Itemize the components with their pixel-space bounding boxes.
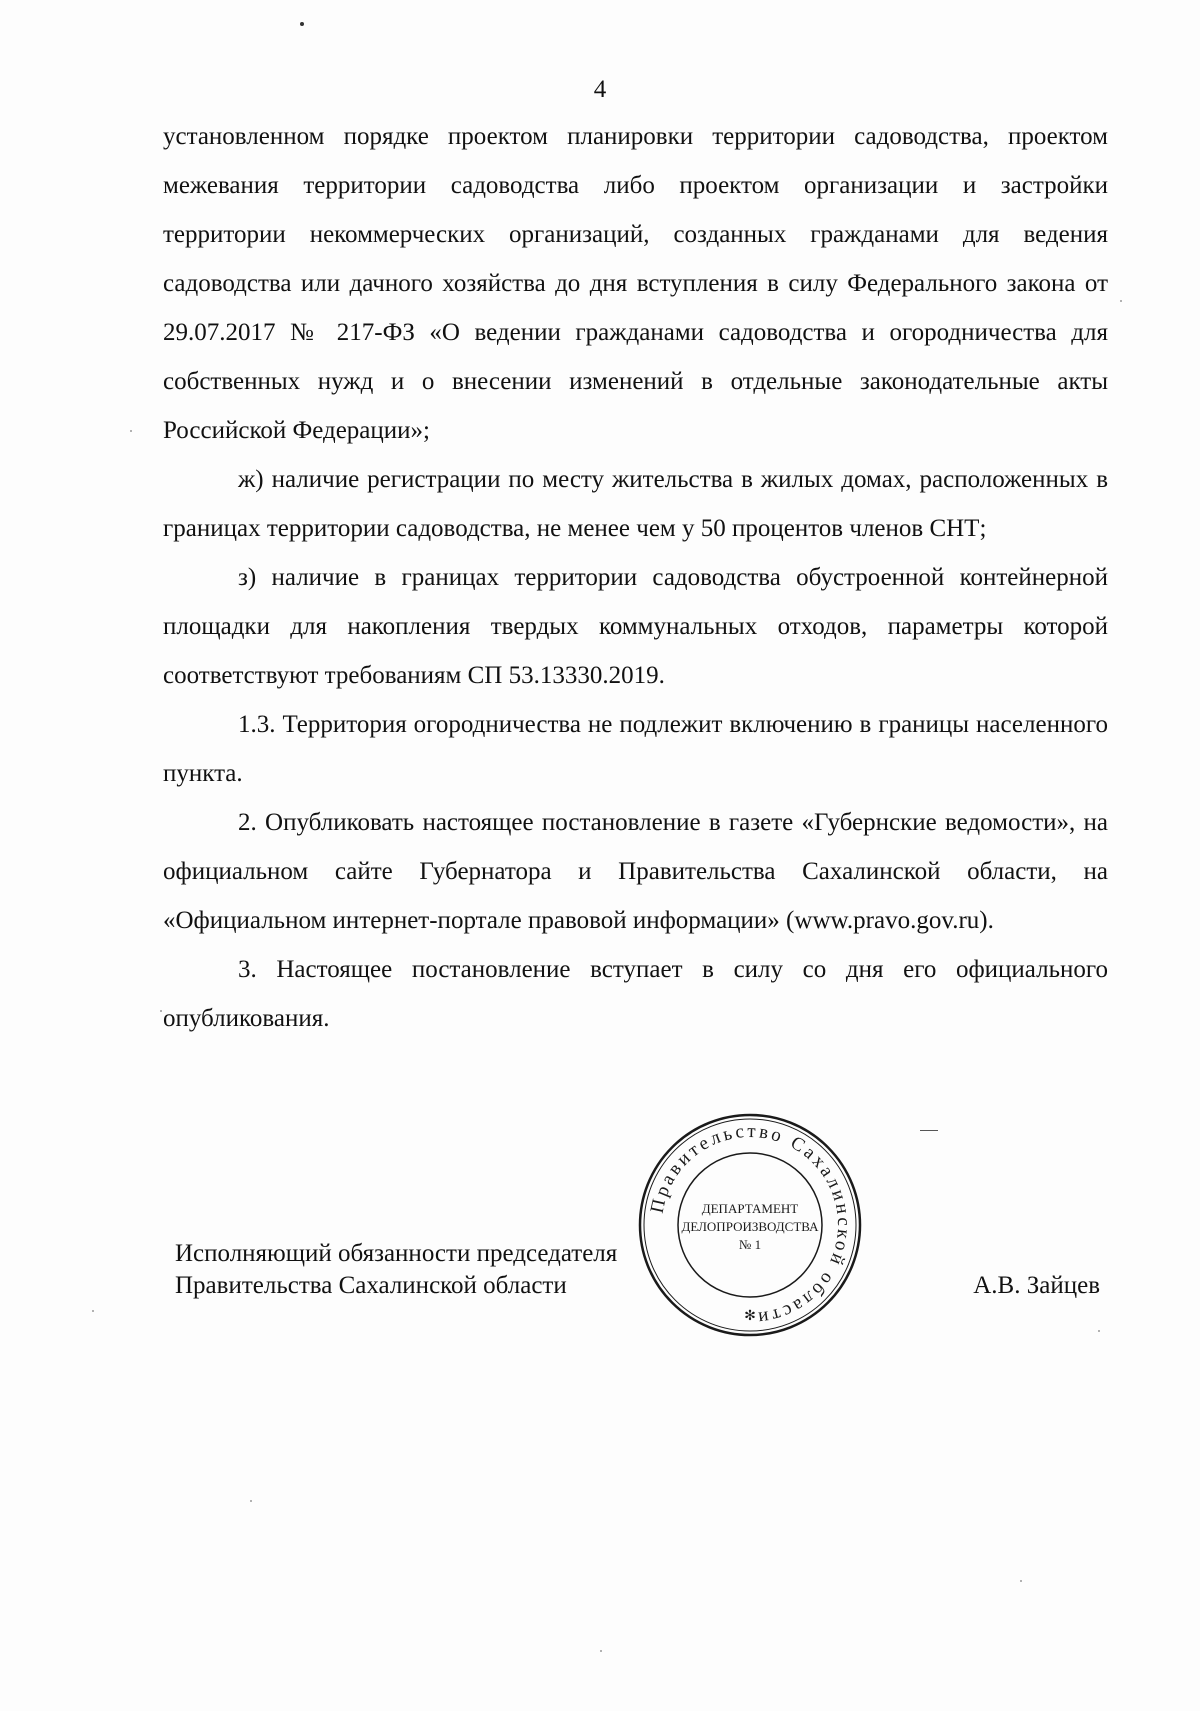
- official-seal-stamp: [635, 1110, 865, 1340]
- scan-speck: [92, 1310, 94, 1312]
- page-number: 4: [593, 76, 607, 103]
- paragraph-item-zh: ж) наличие регистрации по месту жительства в жилых домах, расположенных в границах территории садоводства, не менее чем у 50 процентов членов СНТ;: [163, 466, 1108, 542]
- signatory-position: [175, 1238, 617, 1302]
- paragraph-3: 3. Настоящее постановление вступает в силу со дня его официального опубликования.: [163, 956, 1108, 1032]
- paragraph-2: 2. Опубликовать настоящее постановление в газете «Губернские ведомости», на официальном сайте Губернатора и Правительства Сахалинской области, на «Официальном интернет-портале правовой информации» (www.pravo.gov.ru).: [163, 809, 1108, 934]
- signatory-position-line2: Правительства Сахалинской области: [175, 1272, 567, 1299]
- scan-speck: [300, 22, 304, 26]
- paragraph-item-z: з) наличие в границах территории садоводства обустроенной контейнерной площадки для накопления твердых коммунальных отходов, параметры которой соответствуют требованиям СП 53.13330.2019.: [163, 564, 1108, 689]
- signatory-name: А.В. Зайцев: [973, 1272, 1100, 1299]
- scan-speck: [1120, 300, 1122, 302]
- paragraph-1-3: 1.3. Территория огородничества не подлежит включению в границы населенного пункта.: [163, 711, 1108, 787]
- seal-star-icon: ✻: [744, 1308, 756, 1324]
- scan-speck: [130, 430, 132, 432]
- scan-speck: [600, 1650, 602, 1652]
- signatory-position-line1: Исполняющий обязанности председателя: [175, 1240, 618, 1267]
- seal-center-line2: ДЕЛОПРОИЗВОДСТВА: [681, 1219, 819, 1234]
- scan-speck: [920, 1130, 938, 1131]
- seal-ring-text: Правительство Сахалинской области: [646, 1120, 855, 1329]
- scan-speck: [1020, 1580, 1022, 1582]
- scan-speck: [160, 1010, 162, 1012]
- scan-speck: [1098, 1330, 1100, 1332]
- seal-center-line3: № 1: [738, 1237, 762, 1252]
- seal-center-line1: ДЕПАРТАМЕНТ: [701, 1201, 799, 1216]
- document-body: [163, 112, 1108, 1043]
- scan-speck: [250, 1500, 252, 1502]
- paragraph-continuation: установленном порядке проектом планировки территории садоводства, проектом межевания территории садоводства либо проектом организации и застройки территории некоммерческих организаций, созданных гражданами для ведения садоводства или дачного хозяйства до дня вступления в силу Федерального закона от 29.07.2017 № 217-ФЗ «О ведении гражданами садоводства и огородничества для собственных нужд и о внесении изменений в отдельные законодательные акты Российской Федерации»;: [163, 123, 1108, 444]
